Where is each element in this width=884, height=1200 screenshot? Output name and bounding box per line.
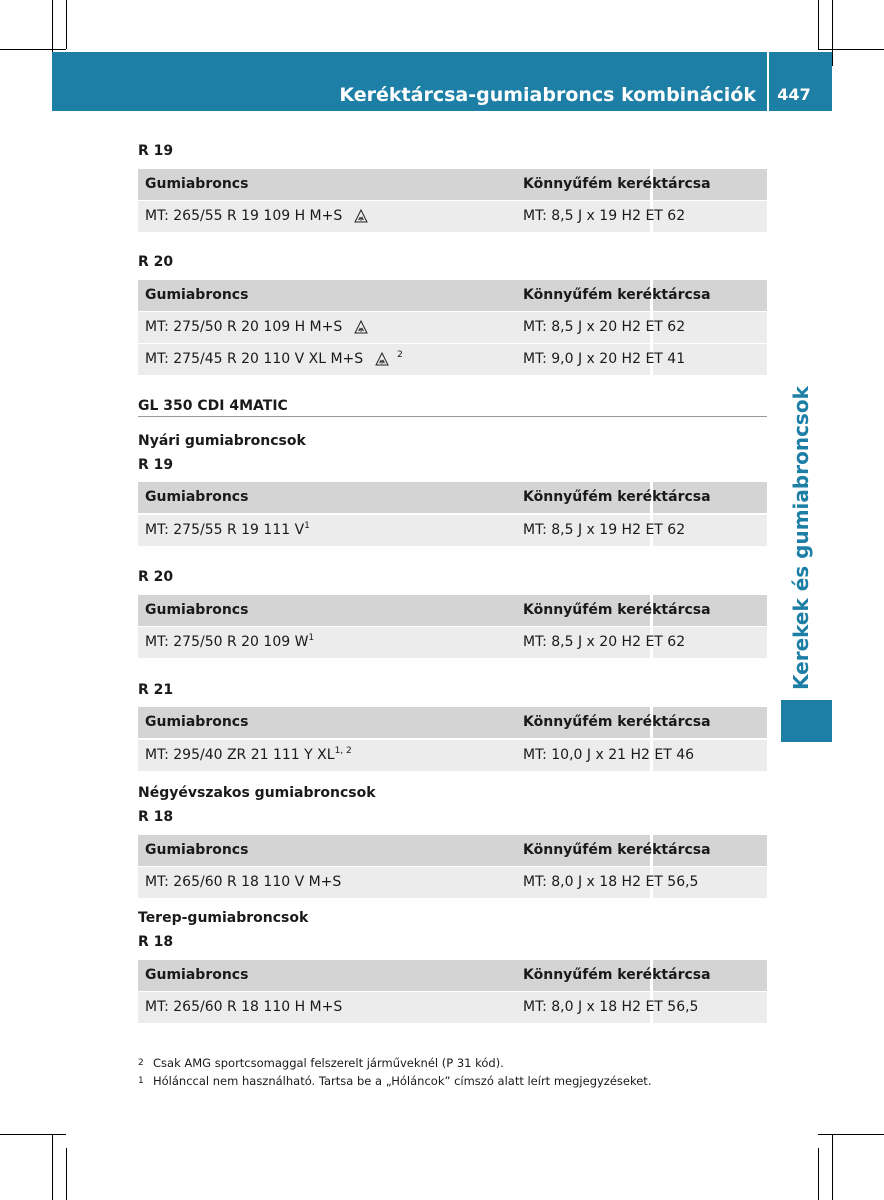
tire-cell: MT: 265/55 R 19 109 H M+S	[145, 201, 368, 232]
crop-mark	[66, 0, 67, 49]
page-title: Keréktárcsa-gumiabroncs kombinációk	[339, 84, 756, 106]
column-header-tire: Gumiabroncs	[145, 842, 249, 858]
crop-mark	[66, 1148, 67, 1200]
page-number: 447	[777, 85, 811, 104]
snowflake-mountain-icon	[354, 320, 368, 334]
column-header-rim: Könnyűfém keréktárcsa	[523, 287, 711, 303]
column-header-rim: Könnyűfém keréktárcsa	[523, 967, 711, 983]
snowflake-mountain-icon	[354, 209, 368, 223]
section-heading: R 21	[138, 682, 174, 698]
rim-cell: MT: 8,5 J x 19 H2 ET 62	[523, 522, 686, 538]
rim-cell: MT: 8,0 J x 18 H2 ET 56,5	[523, 874, 699, 890]
crop-mark	[818, 0, 819, 49]
column-header-rim: Könnyűfém keréktárcsa	[523, 714, 711, 730]
crop-mark	[832, 1134, 833, 1200]
section-rule	[138, 416, 767, 417]
table-row	[138, 312, 767, 343]
column-header-tire: Gumiabroncs	[145, 714, 249, 730]
crop-mark	[52, 1134, 53, 1200]
column-header-tire: Gumiabroncs	[145, 489, 249, 505]
table-row	[138, 867, 767, 898]
table-row	[138, 627, 767, 658]
section-heading: R 19	[138, 457, 174, 473]
section-heading: R 18	[138, 809, 174, 825]
footnote-mark: 2	[138, 1058, 144, 1068]
subsection-title: Terep-gumiabroncsok	[138, 910, 309, 926]
rim-cell: MT: 10,0 J x 21 H2 ET 46	[523, 747, 695, 763]
tire-cell: MT: 275/50 R 20 109 $W^1$	[145, 633, 315, 650]
section-heading: R 20	[138, 254, 174, 270]
tire-cell: MT: 275/45 R 20 110 V XL M+S $^2$	[145, 350, 403, 367]
table-header-row	[138, 707, 767, 738]
side-tab	[781, 386, 884, 690]
table-header-row	[138, 595, 767, 626]
footnote-ref: 1	[304, 521, 310, 531]
model-title: GL 350 CDI 4MATIC	[138, 398, 288, 414]
crop-mark	[832, 0, 833, 66]
section-heading: R 19	[138, 143, 174, 159]
column-header-rim: Könnyűfém keréktárcsa	[523, 489, 711, 505]
crop-mark	[0, 49, 66, 50]
column-header-tire: Gumiabroncs	[145, 176, 249, 192]
footnote-text: Hólánccal nem használható. Tartsa be a „Hóláncok” címszó alatt leírt megjegyzéseket.	[153, 1074, 652, 1088]
column-header-tire: Gumiabroncs	[145, 602, 249, 618]
footnote	[138, 1074, 651, 1089]
section-heading: R 20	[138, 569, 174, 585]
table-row	[138, 992, 767, 1023]
table-row	[138, 201, 767, 232]
footnote-mark: 1	[138, 1076, 144, 1086]
column-header-rim: Könnyűfém keréktárcsa	[523, 842, 711, 858]
rim-cell: MT: 8,5 J x 20 H2 ET 62	[523, 634, 686, 650]
side-tab-label: Kerekek és gumiabroncsok	[789, 386, 813, 690]
table-row	[138, 740, 767, 771]
subsection-title: Négyévszakos gumiabroncsok	[138, 785, 376, 801]
footnote-ref: 1	[308, 633, 315, 643]
tire-cell: MT: 295/40 ZR 21 111 Y XL$^{1, 2}$	[145, 746, 352, 763]
column-header-rim: Könnyűfém keréktárcsa	[523, 176, 711, 192]
snowflake-mountain-icon	[375, 352, 389, 366]
tire-cell: MT: 265/60 R 18 110 H M+S	[145, 999, 343, 1015]
crop-mark	[818, 1134, 884, 1135]
rim-cell: MT: 8,5 J x 20 H2 ET 62	[523, 319, 686, 335]
tire-cell: MT: 275/50 R 20 109 H M+S	[145, 312, 368, 343]
crop-mark	[818, 1148, 819, 1200]
table-header-row	[138, 482, 767, 513]
footnote	[138, 1056, 504, 1071]
table-row	[138, 344, 767, 375]
crop-mark	[818, 49, 884, 50]
table-header-row	[138, 280, 767, 311]
tire-cell: MT: 265/60 R 18 110 V M+S	[145, 874, 342, 890]
section-heading: R 18	[138, 934, 174, 950]
rim-cell: MT: 8,0 J x 18 H2 ET 56,5	[523, 999, 699, 1015]
table-header-row	[138, 960, 767, 991]
rim-cell: MT: 9,0 J x 20 H2 ET 41	[523, 351, 686, 367]
tire-cell: MT: 275/55 R 19 111 $V^1$	[145, 521, 310, 538]
subsection-title: Nyári gumiabroncsok	[138, 433, 306, 449]
footnote-text: Csak AMG sportcsomaggal felszerelt járműveknél (P 31 kód).	[153, 1056, 504, 1070]
crop-mark	[0, 1134, 66, 1135]
rim-cell: MT: 8,5 J x 19 H2 ET 62	[523, 208, 686, 224]
side-tab-marker	[781, 700, 832, 742]
column-header-tire: Gumiabroncs	[145, 287, 249, 303]
footnote-ref: 1, 2	[334, 746, 352, 756]
footnote-ref: 2	[397, 350, 403, 360]
column-header-rim: Könnyűfém keréktárcsa	[523, 602, 711, 618]
table-row	[138, 515, 767, 546]
table-header-row	[138, 835, 767, 866]
column-header-tire: Gumiabroncs	[145, 967, 249, 983]
table-header-row	[138, 169, 767, 200]
